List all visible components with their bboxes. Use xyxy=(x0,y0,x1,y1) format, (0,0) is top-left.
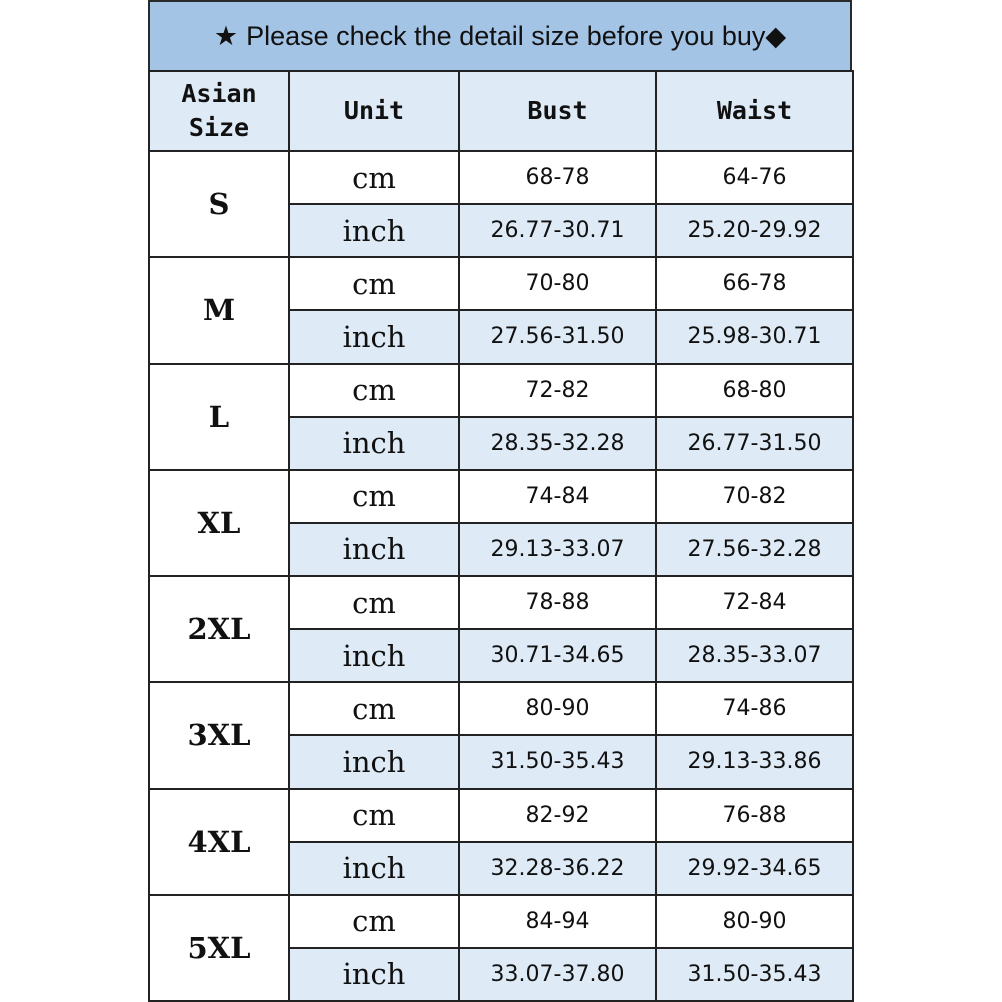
waist-cell: 26.77-31.50 xyxy=(656,417,853,470)
waist-cell: 68-80 xyxy=(656,364,853,417)
waist-cell: 64-76 xyxy=(656,151,853,204)
size-cell: 3XL xyxy=(149,682,289,788)
waist-cell: 80-90 xyxy=(656,895,853,948)
waist-cell: 76-88 xyxy=(656,789,853,842)
unit-cell: inch xyxy=(289,523,459,576)
waist-cell: 29.92-34.65 xyxy=(656,842,853,895)
star-icon: ★ xyxy=(213,20,239,51)
size-cell: 4XL xyxy=(149,789,289,895)
size-table xyxy=(148,70,854,1002)
unit-cell: inch xyxy=(289,948,459,1001)
bust-cell: 74-84 xyxy=(459,470,656,523)
size-cell: 2XL xyxy=(149,576,289,682)
bust-cell: 27.56-31.50 xyxy=(459,310,656,363)
size-cell: 5XL xyxy=(149,895,289,1001)
table-row xyxy=(149,364,853,417)
table-row xyxy=(149,470,853,523)
size-cell: S xyxy=(149,151,289,257)
waist-cell: 28.35-33.07 xyxy=(656,629,853,682)
header-row xyxy=(149,71,853,151)
banner-text: Please check the detail size before you buy xyxy=(246,20,766,51)
unit-cell: inch xyxy=(289,629,459,682)
waist-cell: 29.13-33.86 xyxy=(656,735,853,788)
waist-cell: 25.20-29.92 xyxy=(656,204,853,257)
diamond-icon: ◆ xyxy=(765,20,787,51)
waist-cell: 74-86 xyxy=(656,682,853,735)
header-bust: Bust xyxy=(459,71,656,151)
table-body xyxy=(149,151,853,1001)
unit-cell: cm xyxy=(289,789,459,842)
header-unit: Unit xyxy=(289,71,459,151)
table-row xyxy=(149,682,853,735)
unit-cell: inch xyxy=(289,204,459,257)
unit-cell: cm xyxy=(289,257,459,310)
bust-cell: 32.28-36.22 xyxy=(459,842,656,895)
size-chart xyxy=(148,0,852,1002)
waist-cell: 25.98-30.71 xyxy=(656,310,853,363)
unit-cell: inch xyxy=(289,735,459,788)
table-row xyxy=(149,257,853,310)
table-row xyxy=(149,789,853,842)
bust-cell: 68-78 xyxy=(459,151,656,204)
unit-cell: cm xyxy=(289,364,459,417)
size-cell: L xyxy=(149,364,289,470)
bust-cell: 28.35-32.28 xyxy=(459,417,656,470)
waist-cell: 31.50-35.43 xyxy=(656,948,853,1001)
waist-cell: 72-84 xyxy=(656,576,853,629)
bust-cell: 26.77-30.71 xyxy=(459,204,656,257)
unit-cell: cm xyxy=(289,151,459,204)
table-row xyxy=(149,151,853,204)
bust-cell: 29.13-33.07 xyxy=(459,523,656,576)
bust-cell: 78-88 xyxy=(459,576,656,629)
table-row xyxy=(149,576,853,629)
bust-cell: 72-82 xyxy=(459,364,656,417)
unit-cell: cm xyxy=(289,682,459,735)
size-cell: M xyxy=(149,257,289,363)
header-size-line1: Asian xyxy=(181,79,257,109)
bust-cell: 31.50-35.43 xyxy=(459,735,656,788)
header-waist: Waist xyxy=(656,71,853,151)
waist-cell: 27.56-32.28 xyxy=(656,523,853,576)
waist-cell: 70-82 xyxy=(656,470,853,523)
unit-cell: cm xyxy=(289,470,459,523)
table-row xyxy=(149,895,853,948)
bust-cell: 82-92 xyxy=(459,789,656,842)
bust-cell: 70-80 xyxy=(459,257,656,310)
banner xyxy=(148,0,852,72)
bust-cell: 33.07-37.80 xyxy=(459,948,656,1001)
bust-cell: 80-90 xyxy=(459,682,656,735)
bust-cell: 30.71-34.65 xyxy=(459,629,656,682)
size-cell: XL xyxy=(149,470,289,576)
unit-cell: cm xyxy=(289,895,459,948)
unit-cell: inch xyxy=(289,417,459,470)
unit-cell: cm xyxy=(289,576,459,629)
bust-cell: 84-94 xyxy=(459,895,656,948)
unit-cell: inch xyxy=(289,842,459,895)
waist-cell: 66-78 xyxy=(656,257,853,310)
header-asian-size xyxy=(149,71,289,151)
unit-cell: inch xyxy=(289,310,459,363)
header-size-line2: Size xyxy=(188,113,250,142)
